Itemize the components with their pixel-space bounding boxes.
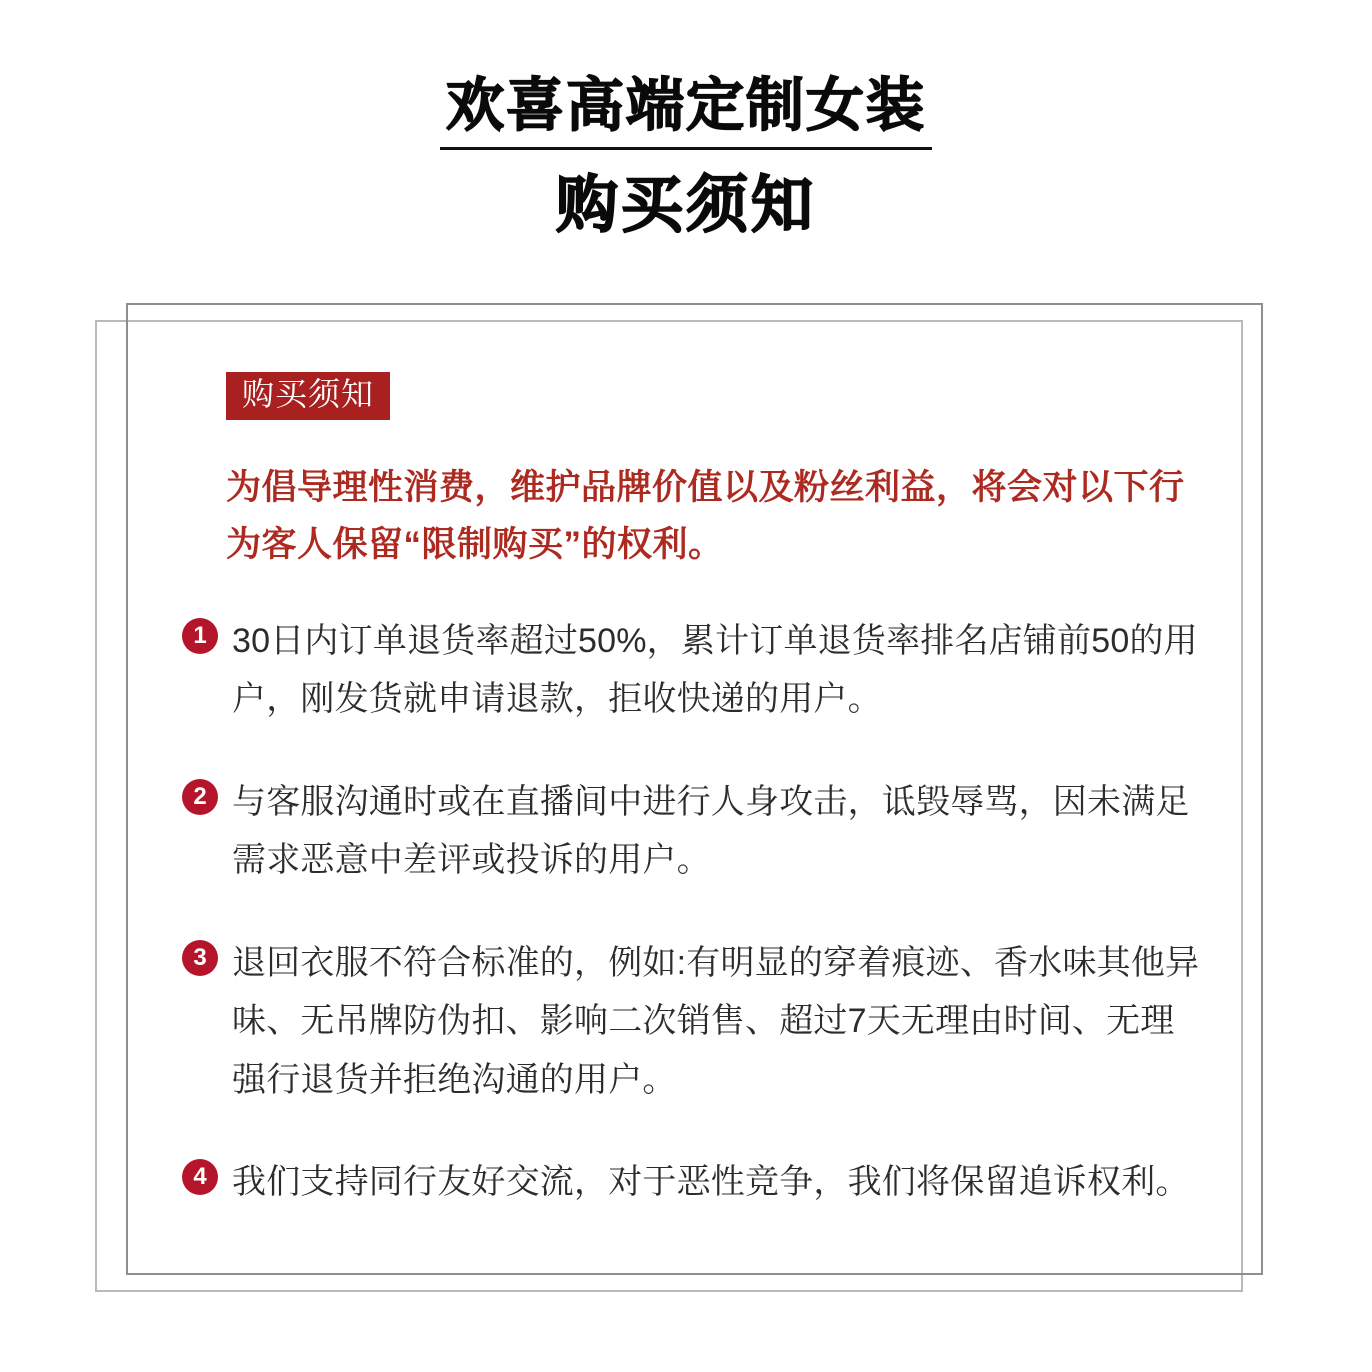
number-marker-1-icon: 1 xyxy=(182,618,218,654)
page-title: 购买须知 xyxy=(555,171,816,240)
list-item-text: 与客服沟通时或在直播间中进行人身攻击，诋毁辱骂，因未满足需求恶意中差评或投诉的用户。 xyxy=(232,782,1190,880)
list-item xyxy=(182,612,1202,729)
number-marker-2-icon: 2 xyxy=(182,779,218,815)
notice-list xyxy=(182,612,1202,1212)
list-item-text: 我们支持同行友好交流，对于恶性竞争，我们将保留追诉权利。 xyxy=(232,1163,1190,1202)
section-badge: 购买须知 xyxy=(226,372,390,420)
number-marker-4-icon: 4 xyxy=(182,1159,218,1195)
list-item xyxy=(182,773,1202,890)
list-item-text: 30日内订单退货率超过50%，累计订单退货率排名店铺前50的用户，刚发货就申请退款，拒收快递的用户。 xyxy=(232,622,1198,719)
intro-paragraph: 为倡导理性消费，维护品牌价值以及粉丝利益，将会对以下行为客人保留“限制购买”的权利。 xyxy=(226,468,1185,564)
list-item xyxy=(182,1153,1202,1211)
brand-title: 欢喜高端定制女装 xyxy=(440,76,932,150)
list-item-text: 退回衣服不符合标准的，例如:有明显的穿着痕迹、香水味其他异味、无吊牌防伪扣、影响二次销售、超过7天无理由时间、无理强行退货并拒绝沟通的用户。 xyxy=(232,943,1200,1099)
list-item xyxy=(182,934,1202,1109)
number-marker-3-icon: 3 xyxy=(182,940,218,976)
